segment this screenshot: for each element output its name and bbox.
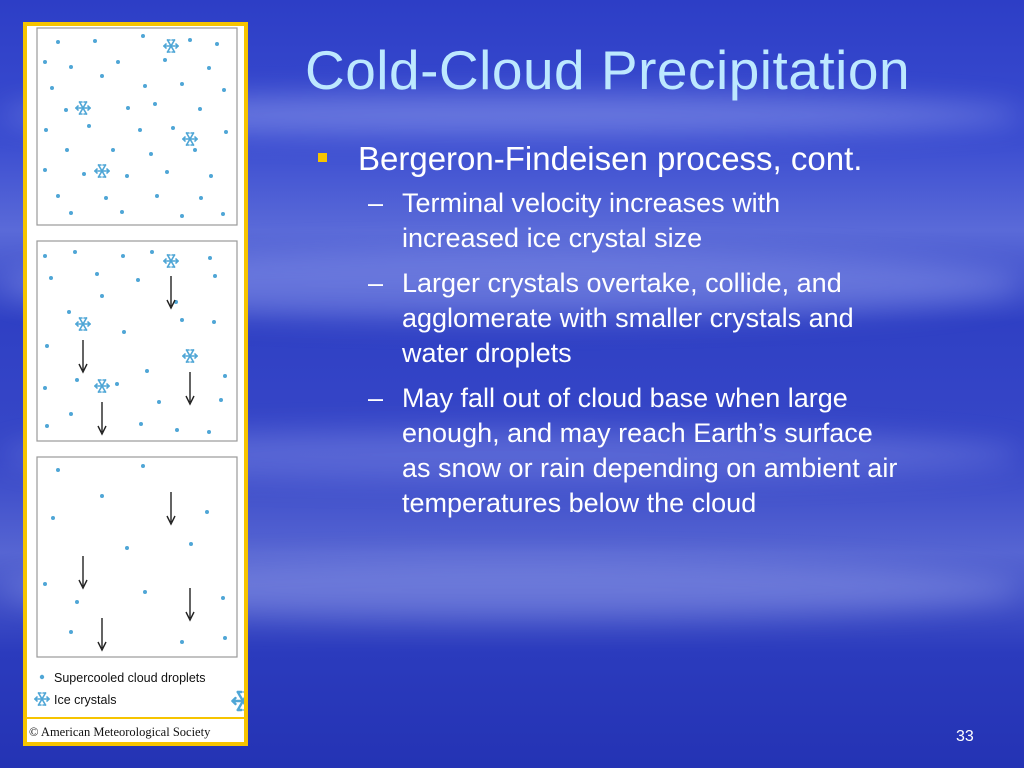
- sub-bullet-text: Terminal velocity increases with increased ice crystal size: [402, 188, 781, 253]
- panel-1-particles: [43, 34, 228, 218]
- square-bullet-icon: [318, 153, 327, 162]
- panel-1-border: [37, 28, 237, 225]
- legend-crystal-icon: [35, 693, 49, 705]
- panel-3-border: [37, 457, 237, 657]
- legend-droplet-swatch: [40, 675, 44, 679]
- legend-droplets-label: Supercooled cloud droplets: [54, 671, 206, 685]
- figure-credit: © American Meteorological Society: [29, 725, 211, 739]
- sub-bullet: [318, 381, 902, 521]
- ice-crystal-figure: [23, 22, 248, 746]
- sub-bullet: [318, 186, 902, 256]
- figure-drawing: [27, 26, 244, 742]
- slide-title: Cold-Cloud Precipitation: [305, 39, 911, 101]
- dash-bullet-icon: –: [368, 268, 384, 298]
- sub-bullet: [318, 266, 902, 371]
- main-bullet: [318, 138, 1008, 180]
- figure-panel-area: [27, 26, 244, 742]
- dash-bullet-icon: –: [368, 383, 384, 413]
- slide-content: [318, 138, 1008, 531]
- main-bullet-text: Bergeron-Findeisen process, cont.: [358, 140, 863, 177]
- sub-bullet-text: May fall out of cloud base when large enough, and may reach Earth’s surface as snow or rain depending on ambient air temperatures below the cloud: [402, 383, 898, 518]
- figure-legend: [35, 671, 206, 707]
- dash-bullet-icon: –: [368, 188, 384, 218]
- legend-crystals-label: Ice crystals: [54, 693, 117, 707]
- slide-number: 33: [956, 728, 974, 745]
- sub-bullet-text: Larger crystals overtake, collide, and agglomerate with smaller crystals and water droplets: [402, 268, 854, 368]
- panel-2-particles: [43, 250, 227, 434]
- panel-2-border: [37, 241, 237, 441]
